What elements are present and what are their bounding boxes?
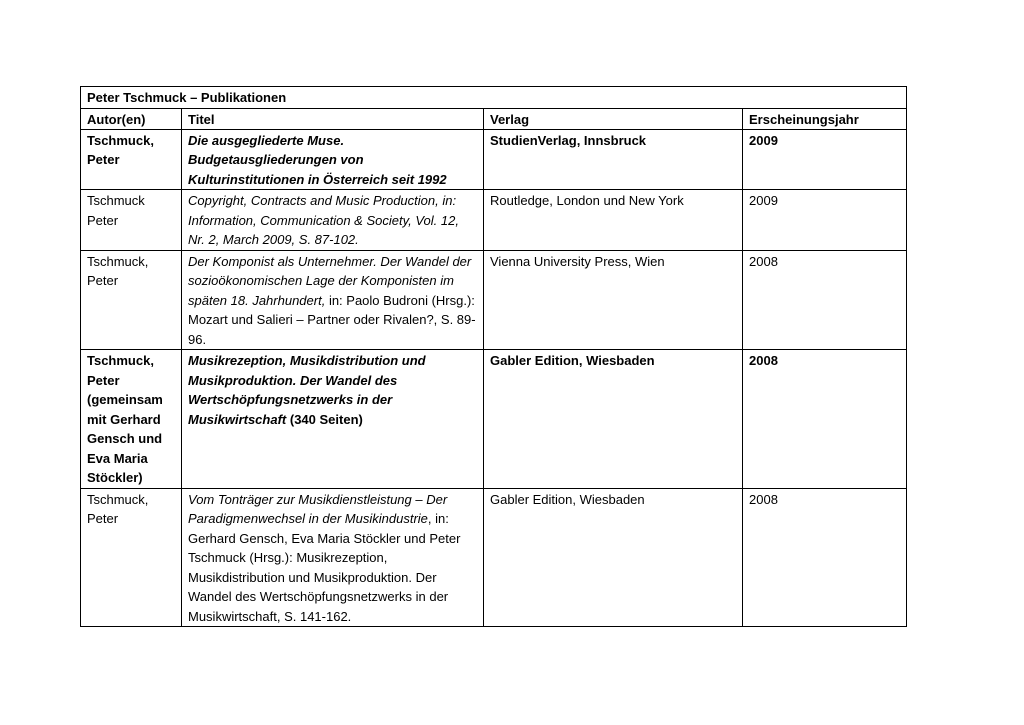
title-italic: Die ausgegliederte Muse. Budgetausgliederungen von Kulturinstitutionen in Österreich seit 1992 (188, 132, 447, 187)
title-plain: in: Paolo Budroni (Hrsg.): Mozart und Salieri – Partner oder Rivalen?, S. 89-96. (188, 292, 476, 347)
column-header-author: Autor(en) (81, 108, 182, 129)
title-italic: Vom Tonträger zur Musikdienstleistung – Der Paradigmenwechsel in der Musikindustrie (188, 491, 448, 526)
author-line: Eva Maria (87, 450, 148, 466)
table-row (81, 190, 907, 251)
title-italic: Der Komponist als Unternehmer. Der Wandel der sozioökonomischen Lage der Komponisten im späten 18. Jahrhundert, (188, 253, 472, 308)
year-cell: 2009 (743, 190, 907, 251)
title-cell (182, 250, 484, 350)
year-cell: 2008 (743, 488, 907, 627)
publisher-cell: Routledge, London und New York (484, 190, 743, 251)
author-line: Tschmuck, (87, 491, 149, 507)
title-plain: (340 Seiten) (286, 411, 363, 427)
author-line: Tschmuck, (87, 253, 149, 269)
table-row (81, 350, 907, 489)
author-line: Peter (87, 152, 120, 167)
author-line: Tschmuck (87, 193, 145, 208)
author-line: Peter (87, 212, 119, 228)
author-line: (gemeinsam (87, 392, 163, 407)
author-line: Tschmuck, (87, 132, 154, 148)
table-header-row (81, 108, 907, 129)
author-line: Peter (87, 372, 120, 388)
author-line: Stöckler) (87, 470, 143, 485)
publisher-cell: StudienVerlag, Innsbruck (484, 129, 743, 190)
author-cell (81, 488, 182, 627)
author-line: Peter (87, 273, 119, 288)
year-cell: 2009 (743, 129, 907, 190)
table-title-row (81, 87, 907, 109)
year-cell: 2008 (743, 350, 907, 489)
title-cell (182, 129, 484, 190)
author-line: Gensch und (87, 431, 163, 446)
author-cell (81, 190, 182, 251)
column-header-publisher: Verlag (484, 108, 743, 129)
column-header-year: Erscheinungsjahr (743, 108, 907, 129)
year-cell: 2008 (743, 250, 907, 350)
table-title: Peter Tschmuck – Publikationen (81, 87, 907, 109)
title-italic: Musikrezeption, Musikdistribution und Musikproduktion. Der Wandel des Wertschöpfungsnetzwerks in der Musikwirtschaft (188, 353, 426, 427)
publications-table (80, 86, 907, 627)
table-row (81, 129, 907, 190)
publisher-cell: Gabler Edition, Wiesbaden (484, 488, 743, 627)
title-cell (182, 488, 484, 627)
title-plain: , in: Gerhard Gensch, Eva Maria Stöckler und Peter Tschmuck (Hrsg.): Musikrezeption, Musikdistribution und Musikproduktion. Der Wandel des Wertschöpfungsnetzwerks in der Musikwirtschaft, S. 141-162. (188, 511, 461, 624)
author-cell (81, 250, 182, 350)
author-line: Peter (87, 511, 119, 526)
author-line: Tschmuck, (87, 353, 154, 368)
author-cell (81, 350, 182, 489)
title-italic: Copyright, Contracts and Music Production, in: Information, Communication & Society, Vol. 12, Nr. 2, March 2009, S. 87-102. (188, 193, 459, 247)
column-header-title: Titel (182, 108, 484, 129)
table-row (81, 250, 907, 350)
publisher-cell: Gabler Edition, Wiesbaden (484, 350, 743, 489)
author-line: mit Gerhard (87, 411, 161, 427)
table-row (81, 488, 907, 627)
author-cell (81, 129, 182, 190)
publisher-cell: Vienna University Press, Wien (484, 250, 743, 350)
title-cell (182, 190, 484, 251)
title-cell (182, 350, 484, 489)
